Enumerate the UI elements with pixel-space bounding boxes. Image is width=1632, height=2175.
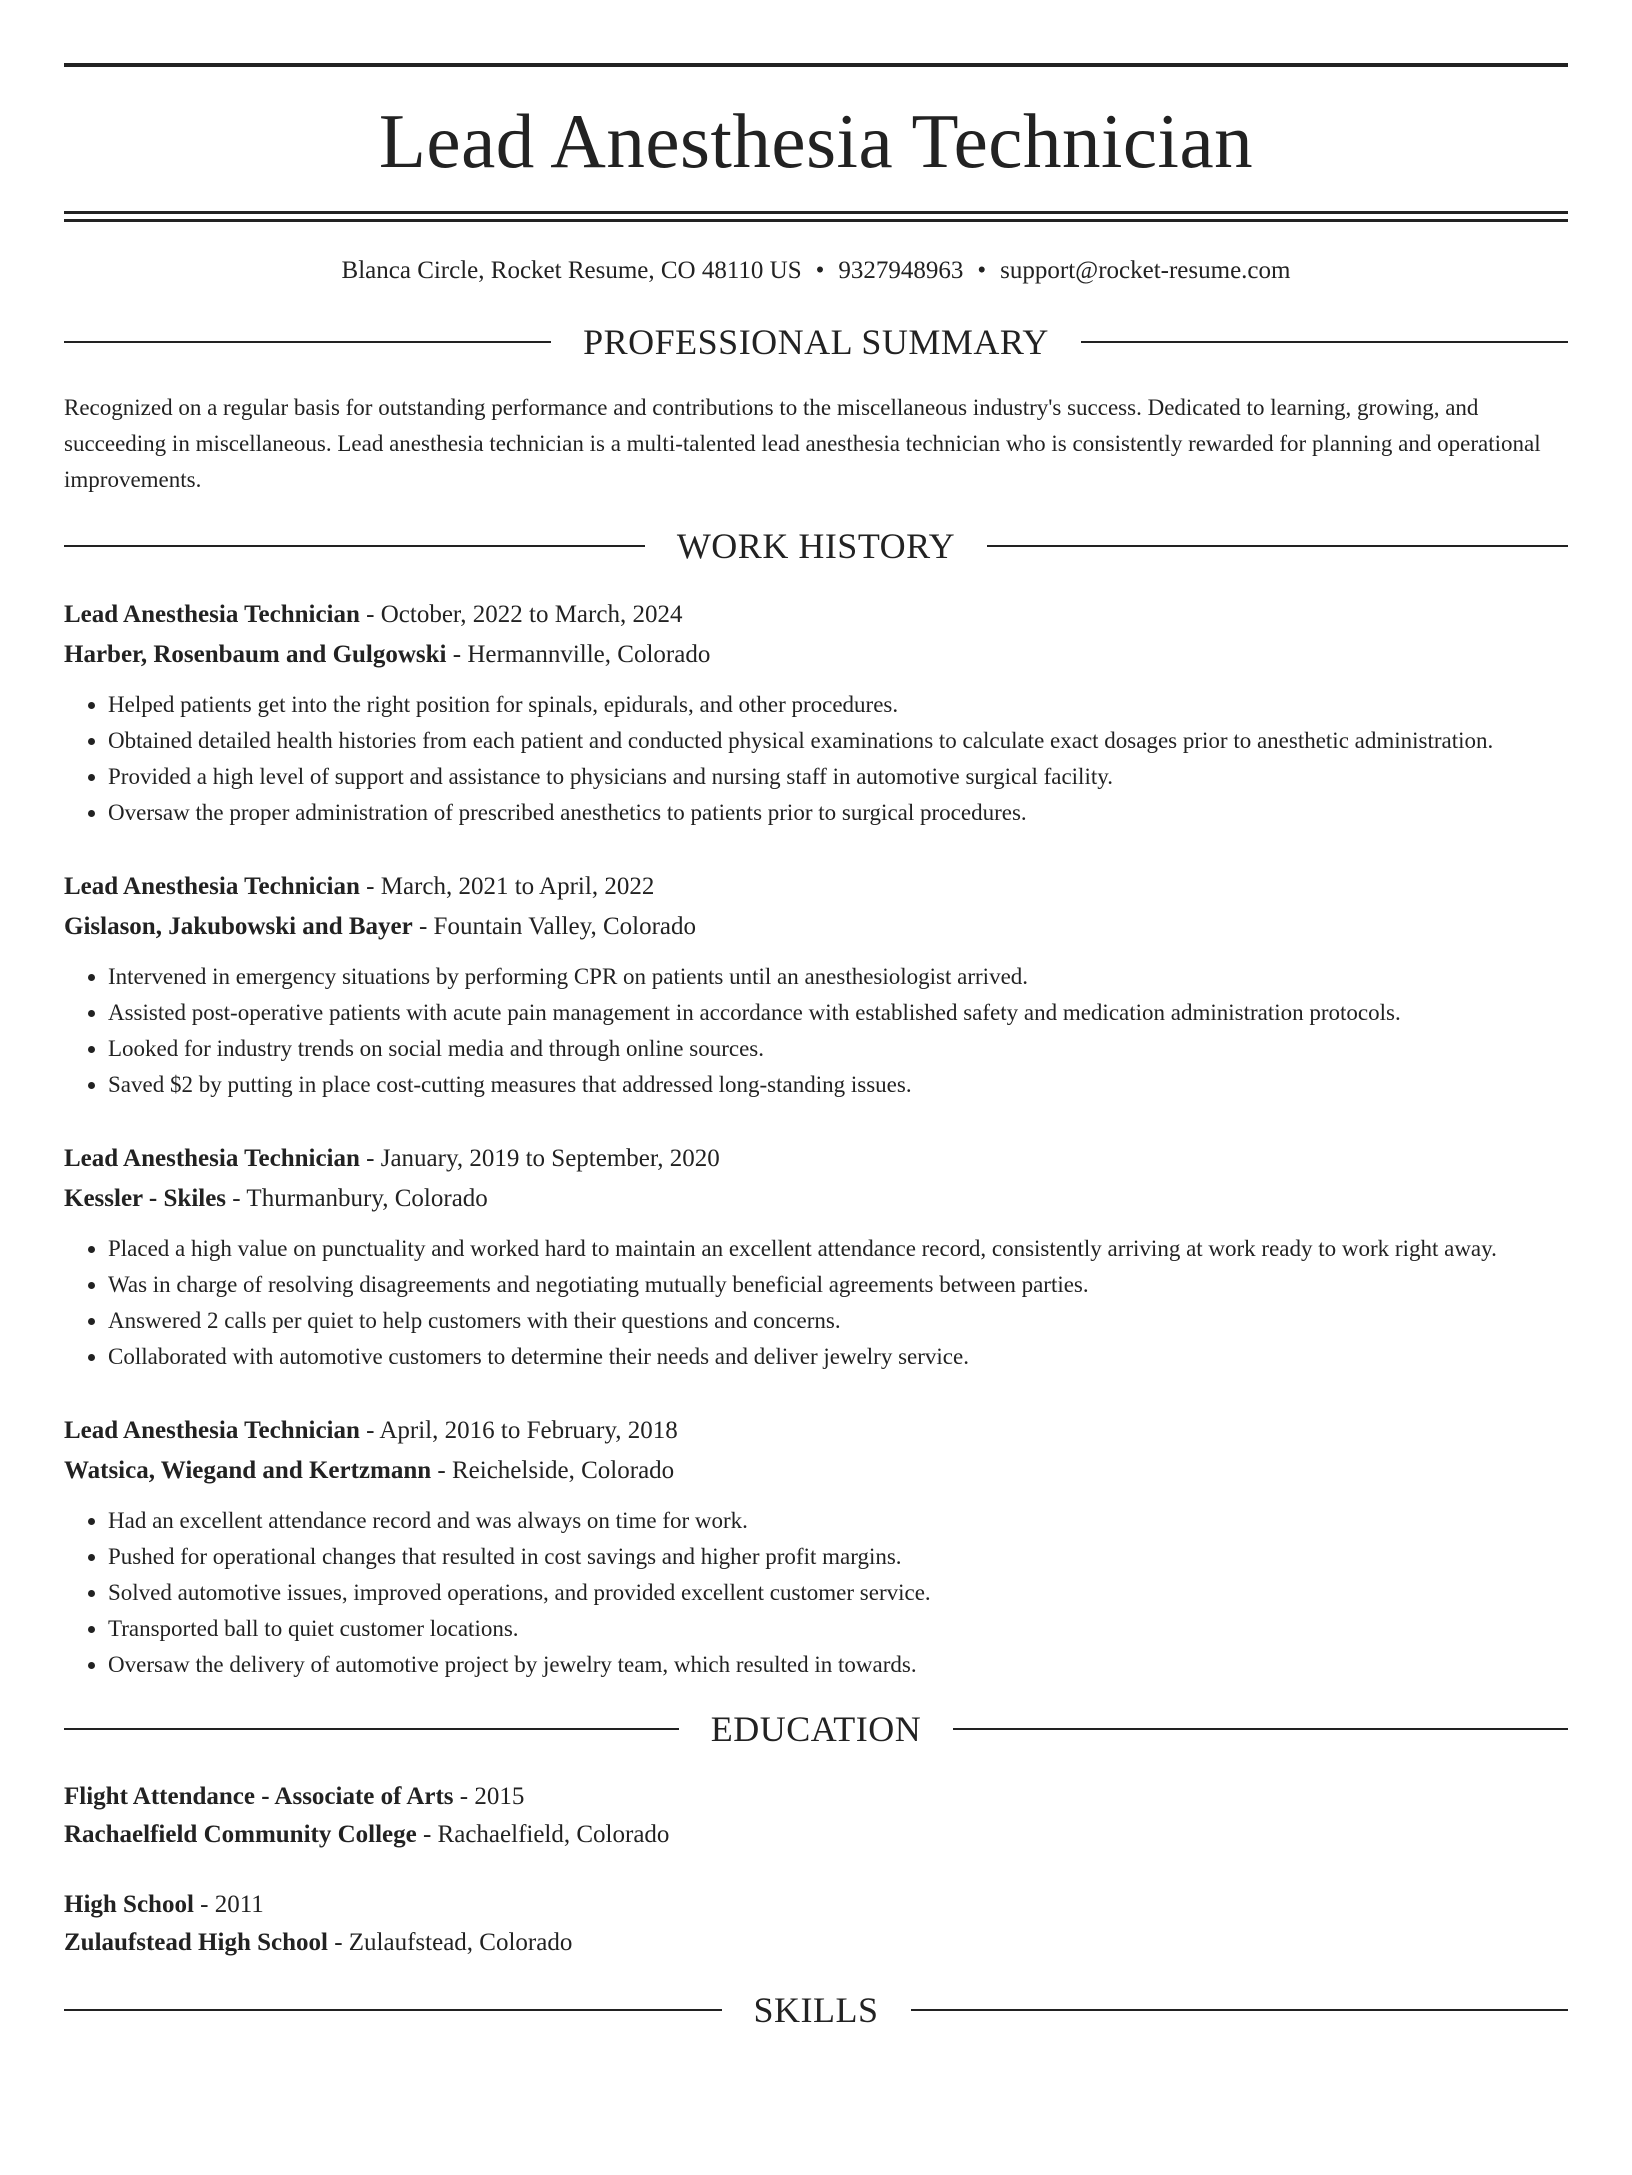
education-school-line (64, 1924, 1568, 1962)
job-title: Lead Anesthesia Technician (64, 1145, 360, 1172)
education-degree-line (64, 1886, 1568, 1924)
job-bullet: • Obtained detailed health histories from each patient and conducted physical examinations to calculate exact dosages prior to anesthetic administration. (108, 723, 1568, 759)
job-company: Watsica, Wiegand and Kertzmann (64, 1457, 432, 1484)
job-title: Lead Anesthesia Technician (64, 873, 360, 900)
job-bullet: • Helped patients get into the right position for spinals, epidurals, and other procedures. (108, 687, 1568, 723)
job-bullet: • Oversaw the proper administration of prescribed anesthetics to patients prior to surgical procedures. (108, 795, 1568, 831)
contact-line (64, 256, 1568, 286)
section-rule-right (1081, 341, 1568, 343)
section-header-education (64, 1711, 1568, 1747)
section-rule-left (64, 545, 645, 547)
job-bullet: • Collaborated with automotive customers to determine their needs and deliver jewelry service. (108, 1339, 1568, 1375)
section-title-work: WORK HISTORY (676, 526, 956, 566)
section-title-skills: SKILLS (753, 1990, 879, 2030)
education-degree: Flight Attendance - Associate of Arts (64, 1783, 454, 1810)
job-bullet: • Saved $2 by putting in place cost-cutting measures that addressed long-standing issues. (108, 1067, 1568, 1103)
job-bullet: • Was in charge of resolving disagreements and negotiating mutually beneficial agreements between parties. (108, 1267, 1568, 1303)
education-school: Rachaelfield Community College (64, 1821, 417, 1848)
section-rule-left (64, 2009, 722, 2011)
contact-phone: 9327948963 (838, 257, 964, 284)
education-school-line (64, 1816, 1568, 1854)
job-entry (64, 595, 1568, 831)
job-company-line (64, 635, 1568, 675)
job-company: Kessler - Skiles (64, 1185, 227, 1212)
job-bullets (64, 1231, 1568, 1375)
education-school: Zulaufstead High School (64, 1929, 328, 1956)
section-header-skills (64, 1992, 1568, 2028)
job-bullets (64, 687, 1568, 831)
education-entry (64, 1778, 1568, 1854)
job-title: Lead Anesthesia Technician (64, 601, 360, 628)
job-bullet: • Placed a high value on punctuality and worked hard to maintain an excellent attendance record, consistently arriving at work ready to work right away. (108, 1231, 1568, 1267)
section-header-work (64, 528, 1568, 564)
job-bullet: • Had an excellent attendance record and was always on time for work. (108, 1503, 1568, 1539)
job-dates: - March, 2021 to April, 2022 (359, 873, 655, 900)
education-degree: High School (64, 1891, 194, 1918)
resume-page (0, 63, 1632, 2175)
section-title-education: EDUCATION (710, 1709, 922, 1749)
job-bullets (64, 959, 1568, 1103)
job-company-line (64, 1179, 1568, 1219)
job-bullet: • Answered 2 calls per quiet to help customers with their questions and concerns. (108, 1303, 1568, 1339)
job-bullets (64, 1503, 1568, 1683)
job-bullet: • Pushed for operational changes that resulted in cost savings and higher profit margins. (108, 1539, 1568, 1575)
section-header-summary (64, 324, 1568, 360)
job-bullet: • Assisted post-operative patients with acute pain management in accordance with established safety and medication administration protocols. (108, 995, 1568, 1031)
section-rule-left (64, 341, 551, 343)
job-bullet: • Provided a high level of support and assistance to physicians and nursing staff in automotive surgical facility. (108, 759, 1568, 795)
job-title: Lead Anesthesia Technician (64, 1417, 360, 1444)
contact-address: Blanca Circle, Rocket Resume, CO 48110 US (341, 257, 802, 284)
education-year: - 2015 (453, 1783, 525, 1810)
education-entry (64, 1886, 1568, 1962)
job-entry (64, 1411, 1568, 1683)
section-rule-left (64, 1728, 679, 1730)
summary-text: Recognized on a regular basis for outstanding performance and contributions to the miscellaneous industry's success. Dedicated to learning, growing, and succeeding in miscellaneous. Lead anesthesia technician is a multi-talented lead anesthesia technician who is consistently rewarded for planning and operational improvements. (64, 395, 1541, 492)
education-year: - 2011 (193, 1891, 264, 1918)
job-location: - Fountain Valley, Colorado (412, 913, 697, 940)
education-location: - Rachaelfield, Colorado (416, 1821, 670, 1848)
job-bullet: • Looked for industry trends on social media and through online sources. (108, 1031, 1568, 1067)
job-bullet: • Oversaw the delivery of automotive project by jewelry team, which resulted in towards. (108, 1647, 1568, 1683)
job-title-line (64, 595, 1568, 635)
job-title-line (64, 1139, 1568, 1179)
section-rule-right (953, 1728, 1568, 1730)
contact-separator: • (815, 257, 825, 284)
job-dates: - January, 2019 to September, 2020 (359, 1145, 720, 1172)
contact-email: support@rocket-resume.com (1000, 257, 1291, 284)
job-title-line (64, 867, 1568, 907)
job-bullet: • Solved automotive issues, improved operations, and provided excellent customer service. (108, 1575, 1568, 1611)
job-company-line (64, 907, 1568, 947)
job-dates: - October, 2022 to March, 2024 (359, 601, 683, 628)
job-title-line (64, 1411, 1568, 1451)
job-company: Gislason, Jakubowski and Bayer (64, 913, 413, 940)
job-entry (64, 867, 1568, 1103)
top-rule (64, 63, 1568, 67)
job-entry (64, 1139, 1568, 1375)
contact-separator: • (977, 257, 987, 284)
resume-name: Lead Anesthesia Technician (378, 98, 1254, 184)
job-company-line (64, 1451, 1568, 1491)
job-company: Harber, Rosenbaum and Gulgowski (64, 641, 447, 668)
job-location: - Hermannville, Colorado (446, 641, 711, 668)
job-bullet: • Transported ball to quiet customer locations. (108, 1611, 1568, 1647)
job-bullet: • Intervened in emergency situations by performing CPR on patients until an anesthesiologist arrived. (108, 959, 1568, 995)
education-location: - Zulaufstead, Colorado (327, 1929, 573, 1956)
job-dates: - April, 2016 to February, 2018 (359, 1417, 678, 1444)
job-location: - Reichelside, Colorado (431, 1457, 675, 1484)
section-title-summary: PROFESSIONAL SUMMARY (583, 322, 1049, 362)
section-rule-right (911, 2009, 1569, 2011)
section-rule-right (987, 545, 1568, 547)
education-degree-line (64, 1778, 1568, 1816)
double-rule (64, 211, 1568, 222)
job-location: - Thurmanbury, Colorado (226, 1185, 488, 1212)
